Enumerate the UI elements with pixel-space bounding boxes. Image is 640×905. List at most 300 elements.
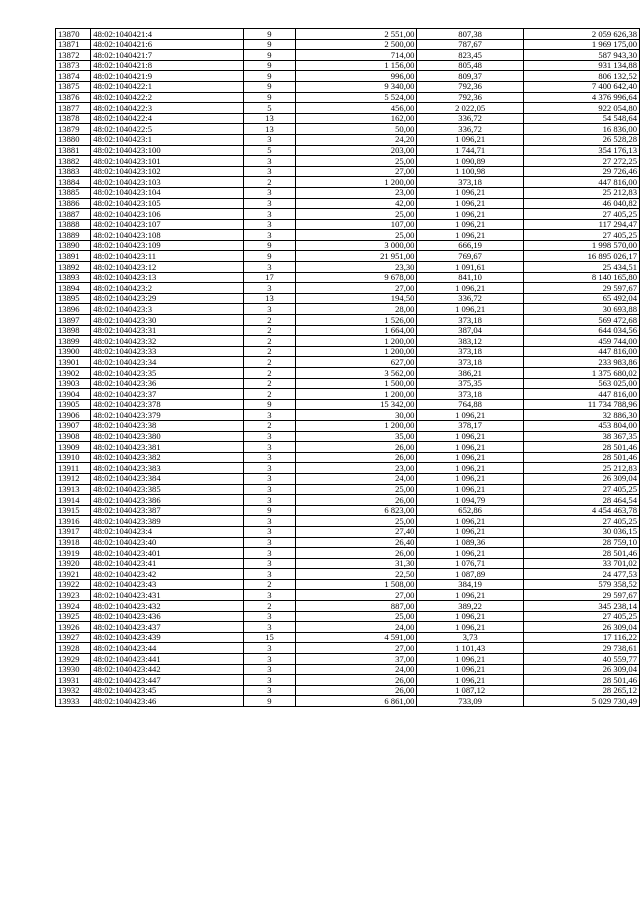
specific-value-cell: 373,18 <box>417 315 523 326</box>
group-code-cell: 3 <box>243 643 295 654</box>
area-cell: 1 500,00 <box>295 378 417 389</box>
specific-value-cell: 1 076,71 <box>417 558 523 569</box>
cadastral-number-cell: 48:02:1040423:13 <box>91 272 244 283</box>
cadastral-number-cell: 48:02:1040421:9 <box>91 71 244 82</box>
cadastral-number-cell: 48:02:1040423:43 <box>91 579 244 590</box>
cadastral-value-cell: 33 701,02 <box>523 558 639 569</box>
table-row <box>56 134 640 145</box>
table-row <box>56 346 640 357</box>
cadastral-number-cell: 48:02:1040423:33 <box>91 346 244 357</box>
row-number-cell: 13915 <box>56 505 91 516</box>
row-number-cell: 13900 <box>56 346 91 357</box>
cadastral-value-cell: 587 943,30 <box>523 50 639 61</box>
area-cell: 42,00 <box>295 198 417 209</box>
group-code-cell: 3 <box>243 452 295 463</box>
cadastral-value-cell: 447 816,00 <box>523 389 639 400</box>
row-number-cell: 13911 <box>56 463 91 474</box>
specific-value-cell: 373,18 <box>417 177 523 188</box>
cadastral-number-cell: 48:02:1040423:432 <box>91 601 244 612</box>
area-cell: 6 823,00 <box>295 505 417 516</box>
row-number-cell: 13910 <box>56 452 91 463</box>
group-code-cell: 3 <box>243 230 295 241</box>
group-code-cell: 2 <box>243 177 295 188</box>
specific-value-cell: 1 096,21 <box>417 526 523 537</box>
table-row <box>56 198 640 209</box>
cadastral-number-cell: 48:02:1040423:382 <box>91 452 244 463</box>
area-cell: 26,00 <box>295 675 417 686</box>
specific-value-cell: 792,36 <box>417 81 523 92</box>
cadastral-value-cell: 447 816,00 <box>523 346 639 357</box>
row-number-cell: 13930 <box>56 664 91 675</box>
area-cell: 25,00 <box>295 156 417 167</box>
cadastral-value-cell: 4 454 463,78 <box>523 505 639 516</box>
group-code-cell: 9 <box>243 240 295 251</box>
table-row <box>56 495 640 506</box>
cadastral-value-cell: 30 693,88 <box>523 304 639 315</box>
cadastral-number-cell: 48:02:1040423:389 <box>91 516 244 527</box>
area-cell: 26,00 <box>295 495 417 506</box>
group-code-cell: 5 <box>243 103 295 114</box>
group-code-cell: 2 <box>243 315 295 326</box>
specific-value-cell: 1 096,21 <box>417 198 523 209</box>
specific-value-cell: 1 096,21 <box>417 219 523 230</box>
area-cell: 25,00 <box>295 516 417 527</box>
specific-value-cell: 336,72 <box>417 124 523 135</box>
area-cell: 2 500,00 <box>295 39 417 50</box>
cadastral-number-cell: 48:02:1040423:31 <box>91 325 244 336</box>
table-row <box>56 219 640 230</box>
group-code-cell: 3 <box>243 675 295 686</box>
specific-value-cell: 841,10 <box>417 272 523 283</box>
group-code-cell: 9 <box>243 505 295 516</box>
group-code-cell: 3 <box>243 187 295 198</box>
row-number-cell: 13892 <box>56 262 91 273</box>
row-number-cell: 13933 <box>56 696 91 707</box>
group-code-cell: 15 <box>243 632 295 643</box>
table-row <box>56 39 640 50</box>
cadastral-value-cell: 27 405,25 <box>523 516 639 527</box>
cadastral-value-cell: 579 358,52 <box>523 579 639 590</box>
row-number-cell: 13878 <box>56 113 91 124</box>
row-number-cell: 13901 <box>56 357 91 368</box>
group-code-cell: 3 <box>243 209 295 220</box>
table-row <box>56 240 640 251</box>
cadastral-value-cell: 26 528,28 <box>523 134 639 145</box>
area-cell: 627,00 <box>295 357 417 368</box>
cadastral-value-cell: 931 134,88 <box>523 60 639 71</box>
row-number-cell: 13927 <box>56 632 91 643</box>
group-code-cell: 9 <box>243 60 295 71</box>
group-code-cell: 9 <box>243 39 295 50</box>
cadastral-number-cell: 48:02:1040422:3 <box>91 103 244 114</box>
row-number-cell: 13890 <box>56 240 91 251</box>
cadastral-number-cell: 48:02:1040423:107 <box>91 219 244 230</box>
group-code-cell: 9 <box>243 29 295 40</box>
group-code-cell: 3 <box>243 537 295 548</box>
specific-value-cell: 336,72 <box>417 113 523 124</box>
cadastral-value-cell: 28 759,10 <box>523 537 639 548</box>
table-row <box>56 71 640 82</box>
specific-value-cell: 1 096,21 <box>417 664 523 675</box>
cadastral-value-cell: 7 400 642,40 <box>523 81 639 92</box>
group-code-cell: 3 <box>243 495 295 506</box>
cadastral-value-cell: 29 597,67 <box>523 283 639 294</box>
row-number-cell: 13889 <box>56 230 91 241</box>
area-cell: 2 551,00 <box>295 29 417 40</box>
row-number-cell: 13887 <box>56 209 91 220</box>
specific-value-cell: 1 089,36 <box>417 537 523 548</box>
specific-value-cell: 733,09 <box>417 696 523 707</box>
table-row <box>56 526 640 537</box>
cadastral-number-cell: 48:02:1040423:30 <box>91 315 244 326</box>
area-cell: 28,00 <box>295 304 417 315</box>
area-cell: 50,00 <box>295 124 417 135</box>
cadastral-number-cell: 48:02:1040423:380 <box>91 431 244 442</box>
cadastral-value-table <box>55 28 640 707</box>
row-number-cell: 13919 <box>56 548 91 559</box>
cadastral-number-cell: 48:02:1040423:439 <box>91 632 244 643</box>
area-cell: 1 156,00 <box>295 60 417 71</box>
area-cell: 23,30 <box>295 262 417 273</box>
area-cell: 456,00 <box>295 103 417 114</box>
area-cell: 1 664,00 <box>295 325 417 336</box>
cadastral-number-cell: 48:02:1040423:35 <box>91 368 244 379</box>
cadastral-number-cell: 48:02:1040421:8 <box>91 60 244 71</box>
area-cell: 37,00 <box>295 654 417 665</box>
cadastral-value-cell: 354 176,13 <box>523 145 639 156</box>
area-cell: 1 200,00 <box>295 420 417 431</box>
specific-value-cell: 1 744,71 <box>417 145 523 156</box>
group-code-cell: 2 <box>243 378 295 389</box>
row-number-cell: 13896 <box>56 304 91 315</box>
area-cell: 714,00 <box>295 50 417 61</box>
cadastral-value-cell: 29 726,46 <box>523 166 639 177</box>
group-code-cell: 13 <box>243 293 295 304</box>
cadastral-value-cell: 806 132,52 <box>523 71 639 82</box>
area-cell: 4 591,00 <box>295 632 417 643</box>
table-row <box>56 484 640 495</box>
area-cell: 27,00 <box>295 590 417 601</box>
row-number-cell: 13918 <box>56 537 91 548</box>
area-cell: 1 200,00 <box>295 177 417 188</box>
cadastral-value-cell: 4 376 996,64 <box>523 92 639 103</box>
table-row <box>56 357 640 368</box>
cadastral-value-cell: 32 886,30 <box>523 410 639 421</box>
cadastral-number-cell: 48:02:1040423:108 <box>91 230 244 241</box>
table-row <box>56 368 640 379</box>
cadastral-number-cell: 48:02:1040422:1 <box>91 81 244 92</box>
specific-value-cell: 1 096,21 <box>417 622 523 633</box>
area-cell: 24,20 <box>295 134 417 145</box>
cadastral-value-cell: 46 040,82 <box>523 198 639 209</box>
cadastral-value-cell: 28 501,46 <box>523 452 639 463</box>
cadastral-value-cell: 25 434,51 <box>523 262 639 273</box>
specific-value-cell: 389,22 <box>417 601 523 612</box>
row-number-cell: 13928 <box>56 643 91 654</box>
table-row <box>56 399 640 410</box>
table-row <box>56 463 640 474</box>
table-row <box>56 675 640 686</box>
area-cell: 996,00 <box>295 71 417 82</box>
specific-value-cell: 1 096,21 <box>417 675 523 686</box>
specific-value-cell: 1 096,21 <box>417 654 523 665</box>
table-row <box>56 293 640 304</box>
row-number-cell: 13871 <box>56 39 91 50</box>
cadastral-value-cell: 28 501,46 <box>523 442 639 453</box>
specific-value-cell: 807,38 <box>417 29 523 40</box>
table-row <box>56 166 640 177</box>
row-number-cell: 13903 <box>56 378 91 389</box>
area-cell: 31,30 <box>295 558 417 569</box>
specific-value-cell: 792,36 <box>417 92 523 103</box>
row-number-cell: 13924 <box>56 601 91 612</box>
table-row <box>56 389 640 400</box>
area-cell: 203,00 <box>295 145 417 156</box>
specific-value-cell: 666,19 <box>417 240 523 251</box>
cadastral-number-cell: 48:02:1040423:102 <box>91 166 244 177</box>
area-cell: 1 200,00 <box>295 336 417 347</box>
cadastral-value-cell: 563 025,00 <box>523 378 639 389</box>
table-row <box>56 505 640 516</box>
group-code-cell: 3 <box>243 463 295 474</box>
row-number-cell: 13906 <box>56 410 91 421</box>
cadastral-value-cell: 25 212,83 <box>523 187 639 198</box>
cadastral-number-cell: 48:02:1040423:381 <box>91 442 244 453</box>
cadastral-value-cell: 1 998 570,00 <box>523 240 639 251</box>
table-row <box>56 60 640 71</box>
cadastral-number-cell: 48:02:1040423:401 <box>91 548 244 559</box>
group-code-cell: 3 <box>243 156 295 167</box>
cadastral-value-cell: 11 734 788,96 <box>523 399 639 410</box>
cadastral-number-cell: 48:02:1040423:12 <box>91 262 244 273</box>
cadastral-number-cell: 48:02:1040421:7 <box>91 50 244 61</box>
row-number-cell: 13884 <box>56 177 91 188</box>
area-cell: 3 562,00 <box>295 368 417 379</box>
group-code-cell: 3 <box>243 473 295 484</box>
table-row <box>56 283 640 294</box>
row-number-cell: 13877 <box>56 103 91 114</box>
cadastral-value-cell: 922 054,80 <box>523 103 639 114</box>
row-number-cell: 13872 <box>56 50 91 61</box>
row-number-cell: 13914 <box>56 495 91 506</box>
cadastral-number-cell: 48:02:1040423:106 <box>91 209 244 220</box>
table-row <box>56 654 640 665</box>
cadastral-number-cell: 48:02:1040423:29 <box>91 293 244 304</box>
row-number-cell: 13876 <box>56 92 91 103</box>
area-cell: 27,40 <box>295 526 417 537</box>
table-row <box>56 81 640 92</box>
table-row <box>56 590 640 601</box>
area-cell: 27,00 <box>295 643 417 654</box>
group-code-cell: 3 <box>243 516 295 527</box>
group-code-cell: 3 <box>243 654 295 665</box>
area-cell: 9 678,00 <box>295 272 417 283</box>
area-cell: 27,00 <box>295 283 417 294</box>
area-cell: 22,50 <box>295 569 417 580</box>
cadastral-value-cell: 38 367,35 <box>523 431 639 442</box>
area-cell: 25,00 <box>295 611 417 622</box>
row-number-cell: 13891 <box>56 251 91 262</box>
group-code-cell: 3 <box>243 558 295 569</box>
group-code-cell: 3 <box>243 548 295 559</box>
group-code-cell: 3 <box>243 198 295 209</box>
cadastral-value-cell: 8 140 165,80 <box>523 272 639 283</box>
specific-value-cell: 1 096,21 <box>417 304 523 315</box>
table-row <box>56 29 640 40</box>
table-row <box>56 632 640 643</box>
specific-value-cell: 1 096,21 <box>417 230 523 241</box>
row-number-cell: 13882 <box>56 156 91 167</box>
cadastral-number-cell: 48:02:1040423:45 <box>91 685 244 696</box>
table-row <box>56 230 640 241</box>
cadastral-number-cell: 48:02:1040423:431 <box>91 590 244 601</box>
cadastral-value-cell: 569 472,68 <box>523 315 639 326</box>
cadastral-value-cell: 27 272,25 <box>523 156 639 167</box>
row-number-cell: 13904 <box>56 389 91 400</box>
row-number-cell: 13894 <box>56 283 91 294</box>
cadastral-number-cell: 48:02:1040422:2 <box>91 92 244 103</box>
specific-value-cell: 373,18 <box>417 389 523 400</box>
specific-value-cell: 1 101,43 <box>417 643 523 654</box>
row-number-cell: 13888 <box>56 219 91 230</box>
table-row <box>56 548 640 559</box>
specific-value-cell: 805,48 <box>417 60 523 71</box>
specific-value-cell: 1 090,89 <box>417 156 523 167</box>
cadastral-number-cell: 48:02:1040423:11 <box>91 251 244 262</box>
row-number-cell: 13873 <box>56 60 91 71</box>
table-row <box>56 113 640 124</box>
cadastral-number-cell: 48:02:1040423:105 <box>91 198 244 209</box>
table-row <box>56 696 640 707</box>
row-number-cell: 13916 <box>56 516 91 527</box>
area-cell: 887,00 <box>295 601 417 612</box>
cadastral-number-cell: 48:02:1040423:4 <box>91 526 244 537</box>
cadastral-value-cell: 26 309,04 <box>523 664 639 675</box>
cadastral-value-cell: 26 309,04 <box>523 622 639 633</box>
table-row <box>56 187 640 198</box>
table-row <box>56 643 640 654</box>
table-row <box>56 177 640 188</box>
area-cell: 24,00 <box>295 622 417 633</box>
group-code-cell: 3 <box>243 283 295 294</box>
row-number-cell: 13917 <box>56 526 91 537</box>
row-number-cell: 13925 <box>56 611 91 622</box>
cadastral-value-cell: 233 983,86 <box>523 357 639 368</box>
table-row <box>56 145 640 156</box>
group-code-cell: 3 <box>243 442 295 453</box>
cadastral-value-cell: 5 029 730,49 <box>523 696 639 707</box>
area-cell: 26,00 <box>295 452 417 463</box>
row-number-cell: 13885 <box>56 187 91 198</box>
cadastral-number-cell: 48:02:1040423:384 <box>91 473 244 484</box>
group-code-cell: 2 <box>243 336 295 347</box>
group-code-cell: 3 <box>243 664 295 675</box>
area-cell: 23,00 <box>295 187 417 198</box>
specific-value-cell: 1 096,21 <box>417 548 523 559</box>
cadastral-number-cell: 48:02:1040423:40 <box>91 537 244 548</box>
table-row <box>56 537 640 548</box>
group-code-cell: 2 <box>243 420 295 431</box>
specific-value-cell: 1 087,89 <box>417 569 523 580</box>
row-number-cell: 13898 <box>56 325 91 336</box>
area-cell: 15 342,00 <box>295 399 417 410</box>
cadastral-value-cell: 28 265,12 <box>523 685 639 696</box>
cadastral-number-cell: 48:02:1040423:34 <box>91 357 244 368</box>
cadastral-value-cell: 27 405,25 <box>523 209 639 220</box>
area-cell: 25,00 <box>295 484 417 495</box>
specific-value-cell: 652,86 <box>417 505 523 516</box>
row-number-cell: 13913 <box>56 484 91 495</box>
area-cell: 26,00 <box>295 685 417 696</box>
row-number-cell: 13874 <box>56 71 91 82</box>
cadastral-number-cell: 48:02:1040423:37 <box>91 389 244 400</box>
group-code-cell: 2 <box>243 357 295 368</box>
cadastral-value-cell: 16 836,00 <box>523 124 639 135</box>
cadastral-value-cell: 345 238,14 <box>523 601 639 612</box>
group-code-cell: 2 <box>243 579 295 590</box>
area-cell: 194,50 <box>295 293 417 304</box>
row-number-cell: 13886 <box>56 198 91 209</box>
cadastral-number-cell: 48:02:1040422:4 <box>91 113 244 124</box>
specific-value-cell: 1 096,21 <box>417 516 523 527</box>
cadastral-value-cell: 40 559,77 <box>523 654 639 665</box>
group-code-cell: 3 <box>243 569 295 580</box>
area-cell: 24,00 <box>295 664 417 675</box>
group-code-cell: 9 <box>243 81 295 92</box>
group-code-cell: 3 <box>243 410 295 421</box>
specific-value-cell: 373,18 <box>417 346 523 357</box>
specific-value-cell: 1 096,21 <box>417 410 523 421</box>
cadastral-value-cell: 28 501,46 <box>523 548 639 559</box>
table-row <box>56 516 640 527</box>
cadastral-value-cell: 28 464,54 <box>523 495 639 506</box>
cadastral-value-cell: 447 816,00 <box>523 177 639 188</box>
area-cell: 1 508,00 <box>295 579 417 590</box>
row-number-cell: 13893 <box>56 272 91 283</box>
area-cell: 1 200,00 <box>295 346 417 357</box>
cadastral-value-cell: 1 375 680,02 <box>523 368 639 379</box>
row-number-cell: 13879 <box>56 124 91 135</box>
cadastral-number-cell: 48:02:1040423:44 <box>91 643 244 654</box>
cadastral-number-cell: 48:02:1040423:101 <box>91 156 244 167</box>
group-code-cell: 9 <box>243 399 295 410</box>
row-number-cell: 13922 <box>56 579 91 590</box>
group-code-cell: 2 <box>243 389 295 400</box>
table-row <box>56 325 640 336</box>
group-code-cell: 2 <box>243 325 295 336</box>
cadastral-value-cell: 27 405,25 <box>523 230 639 241</box>
cadastral-value-cell: 27 405,25 <box>523 611 639 622</box>
specific-value-cell: 1 091,61 <box>417 262 523 273</box>
group-code-cell: 3 <box>243 166 295 177</box>
row-number-cell: 13875 <box>56 81 91 92</box>
cadastral-value-cell: 24 477,53 <box>523 569 639 580</box>
group-code-cell: 3 <box>243 622 295 633</box>
specific-value-cell: 1 096,21 <box>417 431 523 442</box>
specific-value-cell: 3,73 <box>417 632 523 643</box>
specific-value-cell: 1 096,21 <box>417 187 523 198</box>
specific-value-cell: 1 087,12 <box>417 685 523 696</box>
row-number-cell: 13921 <box>56 569 91 580</box>
cadastral-value-cell: 1 969 175,00 <box>523 39 639 50</box>
cadastral-number-cell: 48:02:1040423:42 <box>91 569 244 580</box>
specific-value-cell: 375,35 <box>417 378 523 389</box>
area-cell: 23,00 <box>295 463 417 474</box>
row-number-cell: 13926 <box>56 622 91 633</box>
cadastral-number-cell: 48:02:1040423:387 <box>91 505 244 516</box>
row-number-cell: 13907 <box>56 420 91 431</box>
area-cell: 24,00 <box>295 473 417 484</box>
